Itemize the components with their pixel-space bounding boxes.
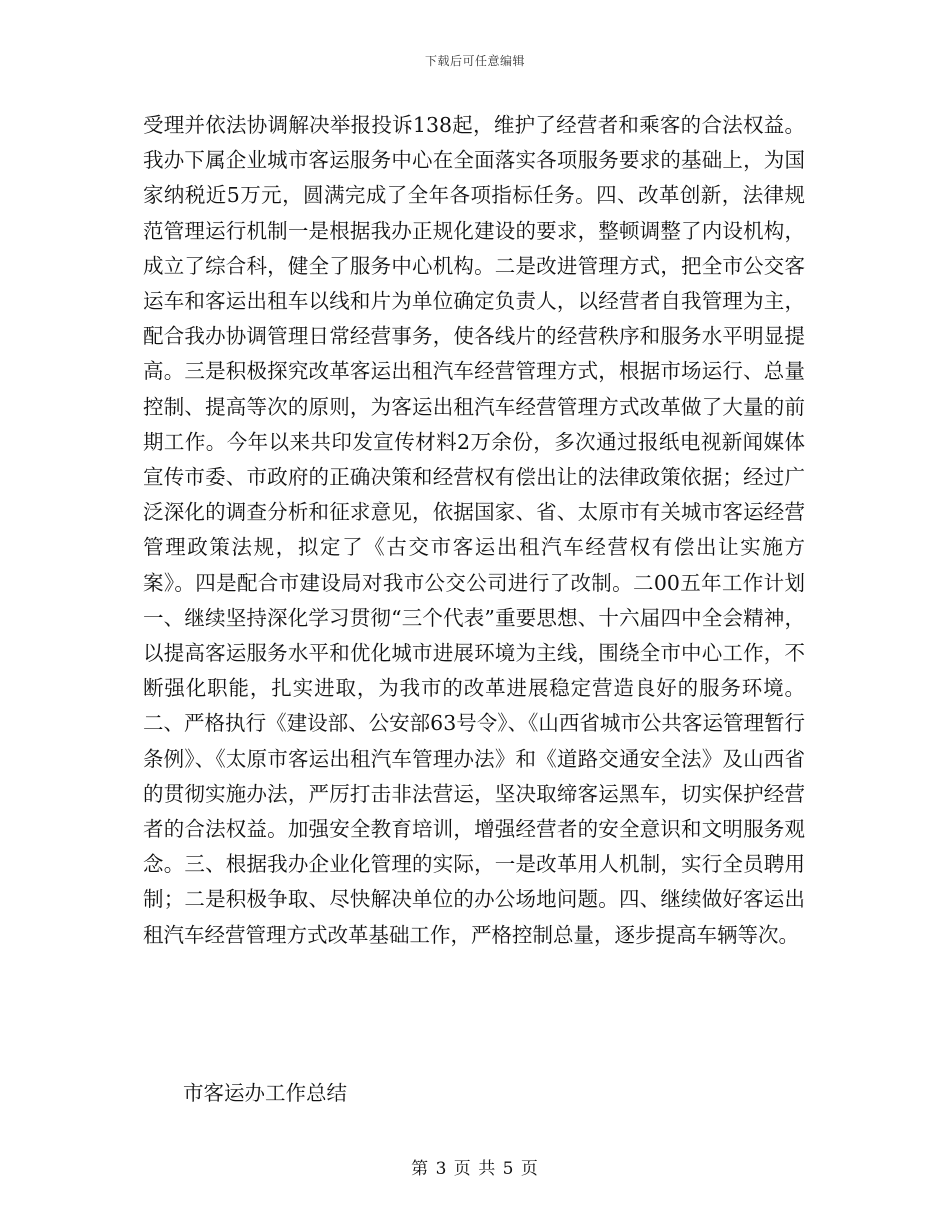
page-number-footer: 第 3 页 共 5 页 bbox=[411, 1159, 539, 1179]
body-paragraph: 受理并依法协调解决举报投诉138起，维护了经营者和乘客的合法权益。我办下属企业城市客运服务中心在全面落实各项服务要求的基础上，为国家纳税近5万元，圆满完成了全年各项指标任务。四、改革创新，法律规范管理运行机制一是根据我办正规化建设的要求，整顿调整了内设机构，成立了综合科，健全了服务中心机构。二是改进管理方式，把全市公交客运车和客运出租车以线和片为单位确定负责人，以经营者自我管理为主，配合我办协调管理日常经营事务，使各线片的经营秩序和服务水平明显提高。三是积极探究改革客运出租汽车经营管理方式，根据市场运行、总量控制、提高等次的原则，为客运出租汽车经营管理方式改革做了大量的前期工作。今年以来共印发宣传材料2万余份，多次通过报纸电视新闻媒体宣传市委、市政府的正确决策和经营权有偿出让的法律政策依据；经过广泛深化的调查分析和征求意见，依据国家、省、太原市有关城市客运经营管理政策法规，拟定了《古交市客运出租汽车经营权有偿出让实施方案》。四是配合市建设局对我市公交公司进行了改制。二00五年工作计划一、继续坚持深化学习贯彻“三个代表”重要思想、十六届四中全会精神，以提高客运服务水平和优化城市进展环境为主线，围绕全市中心工作，不断强化职能，扎实进取，为我市的改革进展稳定营造良好的服务环境。二、严格执行《建设部、公安部63号令》、《山西省城市公共客运管理暂行条例》、《太原市客运出租汽车管理办法》和《道路交通安全法》及山西省的贯彻实施办法，严厉打击非法营运，坚决取缔客运黑车，切实保护经营者的合法权益。加强安全教育培训，增强经营者的安全意识和文明服务观念。三、根据我办企业化管理的实际，一是改革用人机制，实行全员聘用制；二是积极争取、尽快解决单位的办公场地问题。四、继续做好客运出租汽车经营管理方式改革基础工作，严格控制总量，逐步提高车辆等次。 bbox=[143, 113, 805, 947]
document-title-line: 市客运办工作总结 bbox=[183, 1081, 347, 1105]
page-header: 下载后可任意编辑 bbox=[424, 54, 525, 68]
